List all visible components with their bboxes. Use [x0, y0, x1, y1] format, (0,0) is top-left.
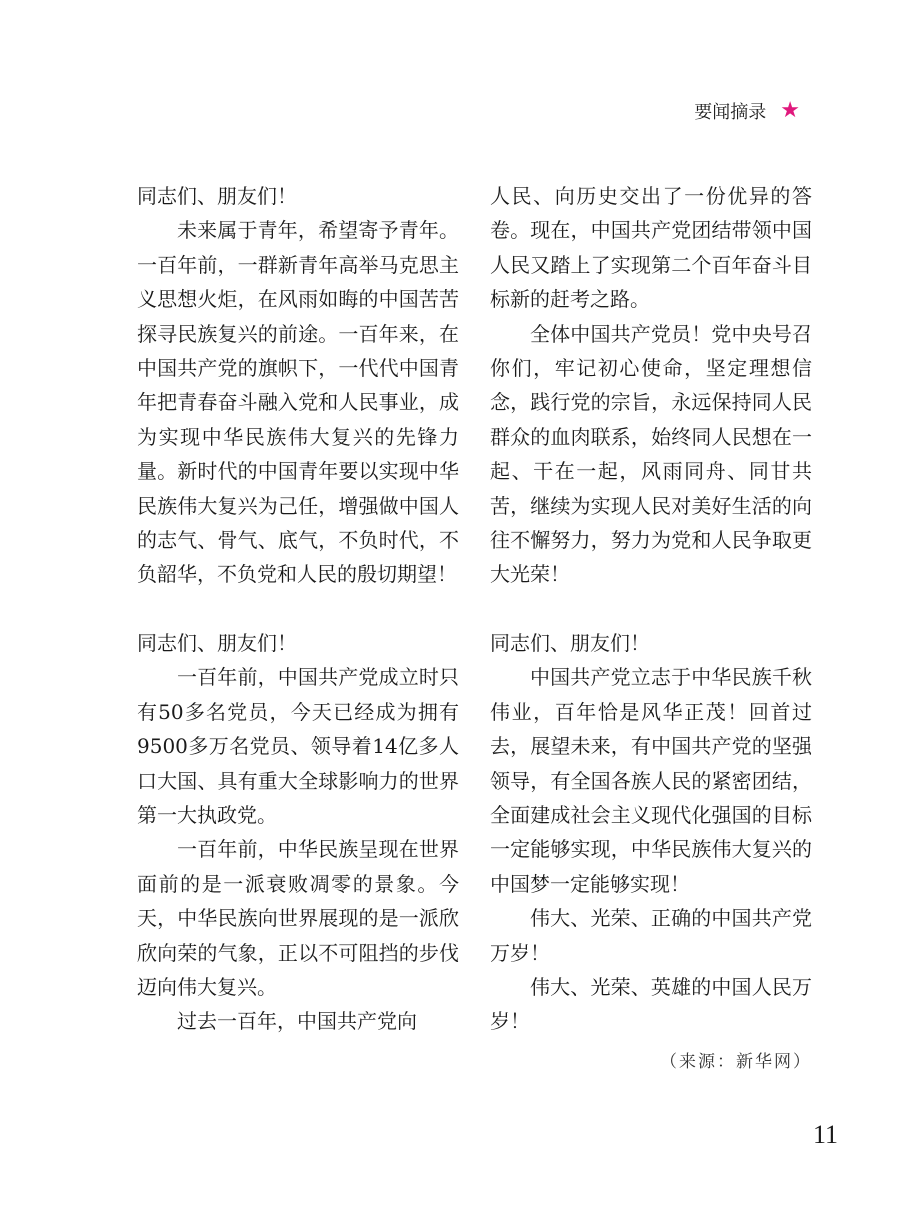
right-column — [490, 179, 812, 1079]
paragraph: 一百年前，中国共产党成立时只有50多名党员，今天已经成为拥有9500多万名党员、领导着14亿多人口大国、具有重大全球影响力的世界第一大执政党。 — [137, 665, 459, 827]
star-icon: ★ — [780, 98, 800, 123]
paragraph: 中国共产党立志于中华民族千秋伟业，百年恰是风华正茂！回首过去，展望未来，有中国共产党的坚强领导，有全国各族人民的紧密团结，全面建成社会主义现代化强国的目标一定能够实现，中华民族伟大复兴的中国梦一定能够实现！ — [490, 665, 812, 896]
paragraph: 未来属于青年，希望寄予青年。一百年前，一群新青年高举马克思主义思想火炬，在风雨如晦的中国苦苦探寻民族复兴的前途。一百年来，在中国共产党的旗帜下，一代代中国青年把青春奋斗融入党和人民事业，成为实现中华民族伟大复兴的先锋力量。新时代的中国青年要以实现中华民族伟大复兴为己任，增强做中国人的志气、骨气、底气，不负时代，不负韶华，不负党和人民的殷切期望！ — [137, 218, 459, 587]
paragraph: 过去一百年，中国共产党向 — [177, 1009, 417, 1034]
salutation: 同志们、朋友们！ — [490, 630, 650, 655]
source-note: （来源：新华网） — [660, 1051, 812, 1072]
page-number: 11 — [812, 1120, 838, 1149]
paragraph: 伟大、光荣、英雄的中国人民万岁！ — [490, 974, 812, 1034]
paragraph: 人民、向历史交出了一份优异的答卷。现在，中国共产党团结带领中国人民又踏上了实现第二个百年奋斗目标新的赶考之路。 — [490, 184, 812, 312]
paragraph: 全体中国共产党员！党中央号召你们，牢记初心使命，坚定理想信念，践行党的宗旨，永远保持同人民群众的血肉联系，始终同人民想在一起、干在一起，风雨同舟、同甘共苦，继续为实现人民对美好生活的向往不懈努力，努力为党和人民争取更大光荣！ — [490, 321, 812, 587]
left-column — [137, 179, 459, 1039]
salutation: 同志们、朋友们！ — [137, 630, 297, 655]
section-header — [694, 98, 800, 124]
paragraph: 一百年前，中华民族呈现在世界面前的是一派衰败凋零的景象。今天，中华民族向世界展现的是一派欣欣向荣的气象，正以不可阻挡的步伐迈向伟大复兴。 — [137, 837, 459, 999]
paragraph: 伟大、光荣、正确的中国共产党万岁！ — [490, 906, 812, 965]
salutation: 同志们、朋友们！ — [137, 184, 297, 208]
section-title: 要闻摘录 — [694, 102, 767, 123]
